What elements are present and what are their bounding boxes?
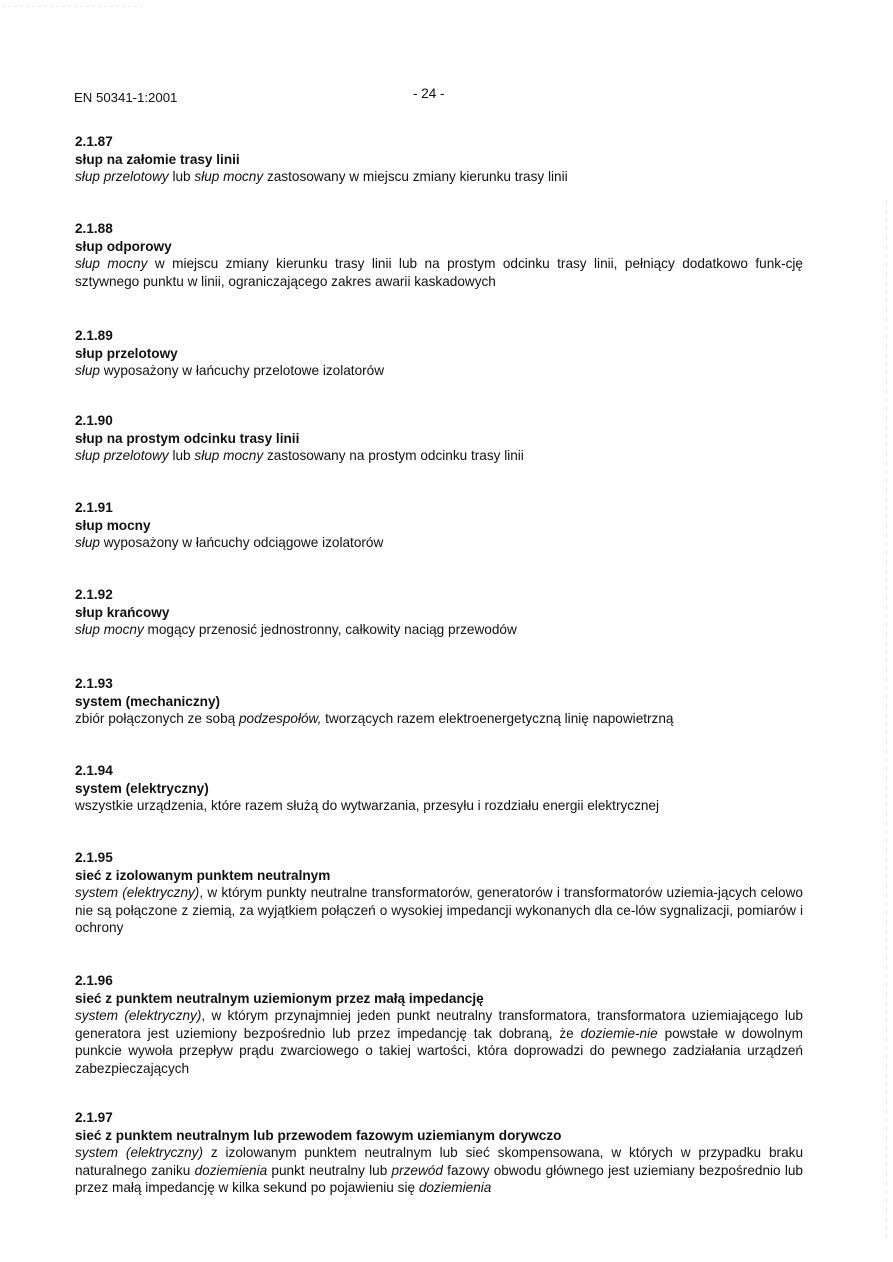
entry-definition — [75, 884, 803, 937]
entry-number: 2.1.93 — [75, 676, 113, 691]
entry-definition — [75, 797, 803, 815]
definition-italic-term: doziemie-nie — [580, 1025, 658, 1041]
entry-term: słup na załomie trasy linii — [75, 151, 240, 167]
standard-reference: EN 50341-1:2001 — [74, 90, 178, 105]
entry-number: 2.1.87 — [75, 134, 113, 149]
entry-number: 2.1.94 — [75, 763, 113, 778]
page-number: - 24 - — [413, 86, 445, 101]
definition-italic-term: słup przelotowy — [75, 448, 169, 464]
entry-term: słup mocny — [75, 517, 151, 533]
entry-number: 2.1.88 — [75, 221, 113, 236]
definition-italic-term: słup mocny — [75, 256, 148, 272]
definition-entry — [75, 412, 803, 465]
scan-artifact-top — [2, 6, 142, 7]
definition-italic-term: przewód — [391, 1162, 443, 1178]
definition-text: powstałe w dowolnym punkcie wywoła przepływ prądu zwarciowego o takiej wartości, która doprowadzi do pewnego zadziałania urządzeń zabezpieczających — [75, 1025, 803, 1076]
definition-text: mogący przenosić jednostronny, całkowity naciąg przewodów — [143, 622, 517, 638]
definition-italic-term: system (elektryczny) — [75, 885, 200, 901]
definition-italic-term: słup mocny — [75, 622, 144, 638]
definition-entry — [75, 499, 803, 552]
entry-definition — [75, 621, 803, 639]
entry-term: słup przelotowy — [75, 345, 178, 361]
entry-definition — [75, 255, 803, 290]
definition-text: zbiór połączonych ze sobą — [75, 711, 239, 727]
definition-entry — [75, 762, 803, 815]
entry-term: system (elektryczny) — [75, 780, 209, 796]
entry-definition — [75, 1144, 803, 1197]
definition-text: tworzących razem elektroenergetyczną linię napowietrzną — [321, 711, 674, 727]
definition-italic-term: doziemienia — [194, 1162, 268, 1178]
definition-italic-term: słup — [75, 363, 100, 379]
definition-entry — [75, 586, 803, 639]
entry-definition — [75, 168, 803, 186]
entry-definition — [75, 534, 803, 552]
definition-text: , w którym punkty neutralne transformatorów, generatorów i transformatorów uziemia-jących celowo nie są połączone z ziemią, za wyjątkiem połączeń o wysokiej impedancji wykonanych dla ce-lów sygnalizacji, pomiarów i ochrony — [75, 885, 803, 936]
definition-text: z izolowanym punktem neutralnym lub sieć skompensowana, w których w przypadku braku naturalnego zaniku — [75, 1145, 804, 1178]
definition-text: w miejscu zmiany kierunku trasy linii lub na prostym odcinku trasy linii, pełniący dodatkowo funk-cję sztywnego punktu w linii, ograniczającego zakres awarii kaskadowych — [75, 256, 803, 289]
entry-term: sieć z punktem neutralnym uziemionym przez małą impedancję — [75, 990, 484, 1006]
definition-italic-term: system (elektryczny) — [75, 1145, 203, 1161]
definition-text: punkt neutralny lub — [267, 1162, 392, 1178]
entry-term: sieć z izolowanym punktem neutralnym — [75, 867, 331, 883]
entry-term: słup krańcowy — [75, 604, 170, 620]
entry-definition — [75, 1007, 803, 1077]
entry-number: 2.1.96 — [75, 973, 113, 988]
definition-entry — [75, 849, 803, 937]
definition-italic-term: doziemienia — [418, 1180, 492, 1196]
definition-italic-term: system (elektryczny) — [75, 1008, 202, 1024]
entry-term: słup odporowy — [75, 238, 172, 254]
definition-italic-term: słup — [75, 535, 100, 551]
definition-text: zastosowany na prostym odcinku trasy linii — [263, 448, 524, 464]
definition-text: wyposażony w łańcuchy odciągowe izolatorów — [99, 535, 384, 551]
definition-italic-term: słup mocny — [194, 169, 264, 185]
definition-entry — [75, 1109, 803, 1197]
definition-text: wyposażony w łańcuchy przelotowe izolatorów — [99, 363, 385, 379]
definition-entry — [75, 972, 803, 1078]
entry-number: 2.1.91 — [75, 500, 113, 515]
entry-number: 2.1.89 — [75, 328, 113, 343]
entry-definition — [75, 447, 803, 465]
definition-italic-term: podzespołów, — [238, 711, 322, 727]
definition-entry — [75, 133, 803, 186]
definition-italic-term: słup przelotowy — [75, 169, 169, 185]
entry-definition — [75, 362, 803, 380]
definition-entry — [75, 220, 803, 290]
entry-term: słup na prostym odcinku trasy linii — [75, 430, 300, 446]
entry-number: 2.1.90 — [75, 413, 113, 428]
entry-definition — [75, 710, 803, 728]
entry-number: 2.1.97 — [75, 1110, 113, 1125]
entry-number: 2.1.92 — [75, 587, 113, 602]
scan-artifact-right-edge — [886, 200, 887, 1240]
definition-text: lub — [168, 448, 195, 464]
definition-italic-term: słup mocny — [194, 448, 264, 464]
definition-text: fazowy obwodu głównego jest uziemiany bezpośrednio lub przez małą impedancję w kilka sekund po pojawieniu się — [75, 1162, 803, 1196]
definition-entry — [75, 327, 803, 380]
definition-text: wszystkie urządzenia, które razem służą do wytwarzania, przesyłu i rozdziału energii elektrycznej — [75, 798, 660, 814]
entry-term: sieć z punktem neutralnym lub przewodem fazowym uziemianym dorywczo — [75, 1127, 562, 1143]
definition-text: lub — [168, 169, 195, 185]
entry-term: system (mechaniczny) — [75, 693, 221, 709]
definition-text: zastosowany w miejscu zmiany kierunku trasy linii — [263, 169, 568, 185]
entry-number: 2.1.95 — [75, 850, 113, 865]
definition-entry — [75, 675, 803, 728]
definition-text: , w którym przynajmniej jeden punkt neutralny transformatora, transformatora uziemiającego lub generatora jest uziemiony bezpośrednio lub przez impedancję tak dobraną, że — [75, 1008, 803, 1041]
